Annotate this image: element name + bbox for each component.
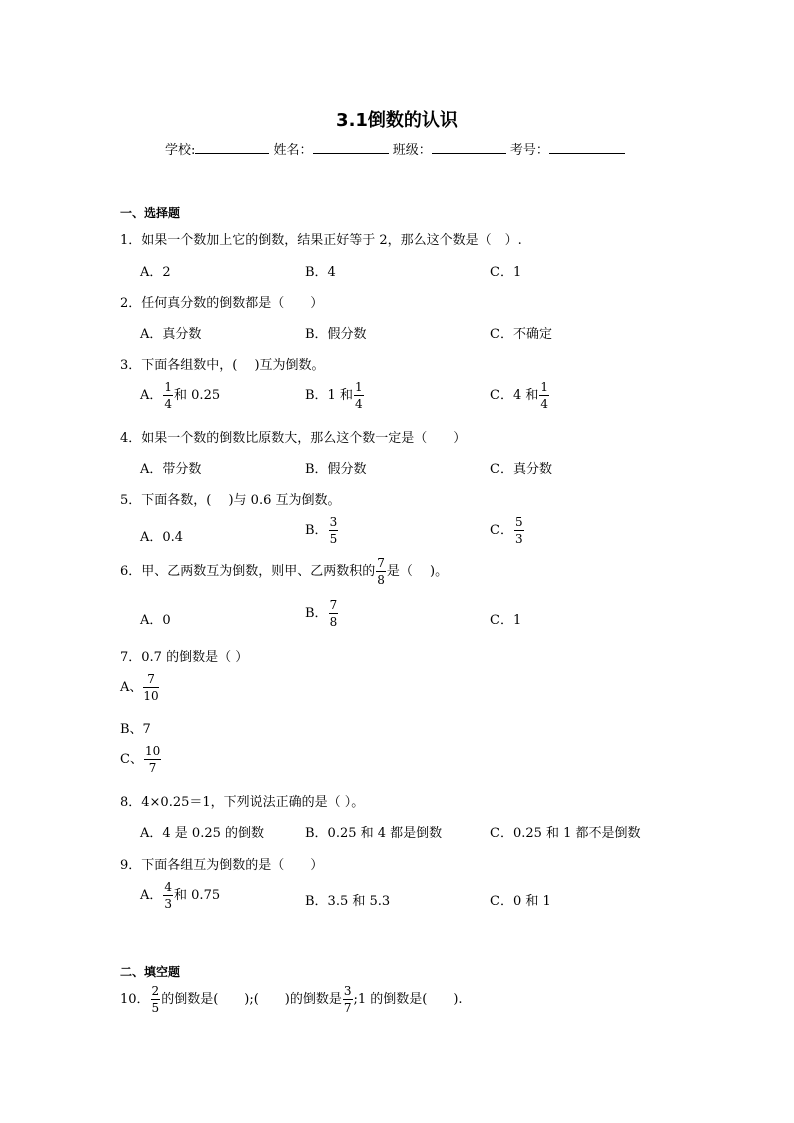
section-heading-fill: 二、填空题 bbox=[120, 965, 181, 979]
fraction: $\frac{4}{3}$ bbox=[164, 880, 173, 911]
q6-option-a[interactable]: A．0 bbox=[140, 613, 171, 628]
q5-option-a[interactable]: A．0.4 bbox=[140, 530, 184, 545]
option-text: C．4 和 bbox=[490, 388, 539, 403]
q8-option-a[interactable]: A．4 是 0.25 的倒数 bbox=[140, 826, 265, 841]
q3-option-c[interactable] bbox=[490, 381, 550, 410]
option-letter: B． bbox=[305, 523, 328, 538]
question-6-stem bbox=[120, 557, 448, 586]
section-heading-choice: 一、选择题 bbox=[120, 206, 181, 220]
question-5-stem: 5．下面各数，( )与 0.6 互为倒数。 bbox=[120, 493, 341, 508]
school-label: 学校: bbox=[165, 143, 196, 158]
q1-option-b[interactable]: B．4 bbox=[305, 265, 336, 280]
name-label: 姓名： bbox=[273, 143, 313, 158]
fraction: $\frac{5}{3}$ bbox=[514, 515, 523, 546]
q6-option-b[interactable] bbox=[305, 599, 339, 628]
question-4-stem: 4．如果一个数的倒数比原数大，那么这个数一定是（ ） bbox=[120, 431, 467, 446]
q9-option-a[interactable] bbox=[140, 881, 220, 910]
q4-option-a[interactable]: A．带分数 bbox=[140, 462, 202, 477]
option-letter: A． bbox=[140, 388, 163, 403]
q7-option-b[interactable]: B、7 bbox=[120, 722, 151, 737]
option-letter: A． bbox=[140, 888, 163, 903]
stem-text: 的倒数是( );( )的倒数是 bbox=[161, 992, 342, 1007]
fraction: $\frac{7}{8}$ bbox=[329, 598, 338, 629]
stem-text: ;1 的倒数是( ). bbox=[353, 992, 463, 1007]
q2-option-b[interactable]: B．假分数 bbox=[305, 327, 367, 342]
question-7-stem: 7．0.7 的倒数是（ ） bbox=[120, 650, 249, 665]
option-letter: C、 bbox=[120, 752, 143, 767]
fraction: $\frac{10}{7}$ bbox=[144, 744, 161, 775]
q4-option-c[interactable]: C．真分数 bbox=[490, 462, 552, 477]
q3-option-b[interactable] bbox=[305, 381, 365, 410]
option-text: B．1 和 bbox=[305, 388, 353, 403]
q9-option-b[interactable]: B．3.5 和 5.3 bbox=[305, 894, 391, 909]
q6-option-c[interactable]: C．1 bbox=[490, 613, 522, 628]
page-title: 3.1倒数的认识 bbox=[336, 110, 458, 131]
q3-option-a[interactable] bbox=[140, 381, 220, 410]
class-blank[interactable] bbox=[432, 141, 506, 154]
q7-option-a[interactable] bbox=[120, 673, 160, 702]
fraction: $\frac{3}{5}$ bbox=[329, 515, 338, 546]
fraction: $\frac{2}{5}$ bbox=[151, 984, 160, 1015]
exam-no-blank[interactable] bbox=[549, 141, 625, 154]
fraction: $\frac{1}{4}$ bbox=[164, 380, 173, 411]
question-8-stem: 8．4×0.25＝1，下列说法正确的是（ ）。 bbox=[120, 795, 365, 810]
option-letter: B． bbox=[305, 606, 328, 621]
fraction: $\frac{7}{10}$ bbox=[143, 672, 159, 703]
q8-option-c[interactable]: C．0.25 和 1 都不是倒数 bbox=[490, 826, 641, 841]
q5-option-c[interactable] bbox=[490, 516, 525, 545]
question-2-stem: 2．任何真分数的倒数都是（ ） bbox=[120, 296, 324, 311]
q1-option-c[interactable]: C．1 bbox=[490, 265, 522, 280]
q7-option-c[interactable] bbox=[120, 745, 162, 774]
option-text: 和 0.75 bbox=[174, 888, 221, 903]
q2-option-c[interactable]: C．不确定 bbox=[490, 327, 552, 342]
option-letter: C． bbox=[490, 523, 513, 538]
question-1-stem: 1．如果一个数加上它的倒数，结果正好等于 2，那么这个数是（ ）. bbox=[120, 233, 522, 248]
q1-option-a[interactable]: A．2 bbox=[140, 265, 171, 280]
q2-option-a[interactable]: A．真分数 bbox=[140, 327, 202, 342]
stem-text: 10． bbox=[120, 992, 150, 1007]
fraction: $\frac{1}{4}$ bbox=[354, 380, 363, 411]
student-info-line bbox=[165, 139, 625, 158]
q4-option-b[interactable]: B．假分数 bbox=[305, 462, 367, 477]
name-blank[interactable] bbox=[313, 141, 389, 154]
fraction: $\frac{3}{7}$ bbox=[343, 984, 352, 1015]
school-blank[interactable] bbox=[195, 141, 269, 154]
fraction: $\frac{7}{8}$ bbox=[377, 556, 385, 587]
stem-text: 是（ )。 bbox=[386, 564, 449, 579]
question-3-stem: 3．下面各组数中，( )互为倒数。 bbox=[120, 358, 325, 373]
question-9-stem: 9．下面各组互为倒数的是（ ） bbox=[120, 858, 324, 873]
q5-option-b[interactable] bbox=[305, 516, 339, 545]
q9-option-c[interactable]: C．0 和 1 bbox=[490, 894, 551, 909]
class-label: 班级： bbox=[392, 143, 432, 158]
q8-option-b[interactable]: B．0.25 和 4 都是倒数 bbox=[305, 826, 443, 841]
option-letter: A、 bbox=[120, 680, 143, 695]
fraction: $\frac{1}{4}$ bbox=[540, 380, 548, 411]
question-10-stem bbox=[120, 985, 463, 1014]
stem-text: 6．甲、乙两数互为倒数，则甲、乙两数积的 bbox=[120, 564, 376, 579]
option-text: 和 0.25 bbox=[174, 388, 221, 403]
exam-no-label: 考号： bbox=[509, 143, 549, 158]
